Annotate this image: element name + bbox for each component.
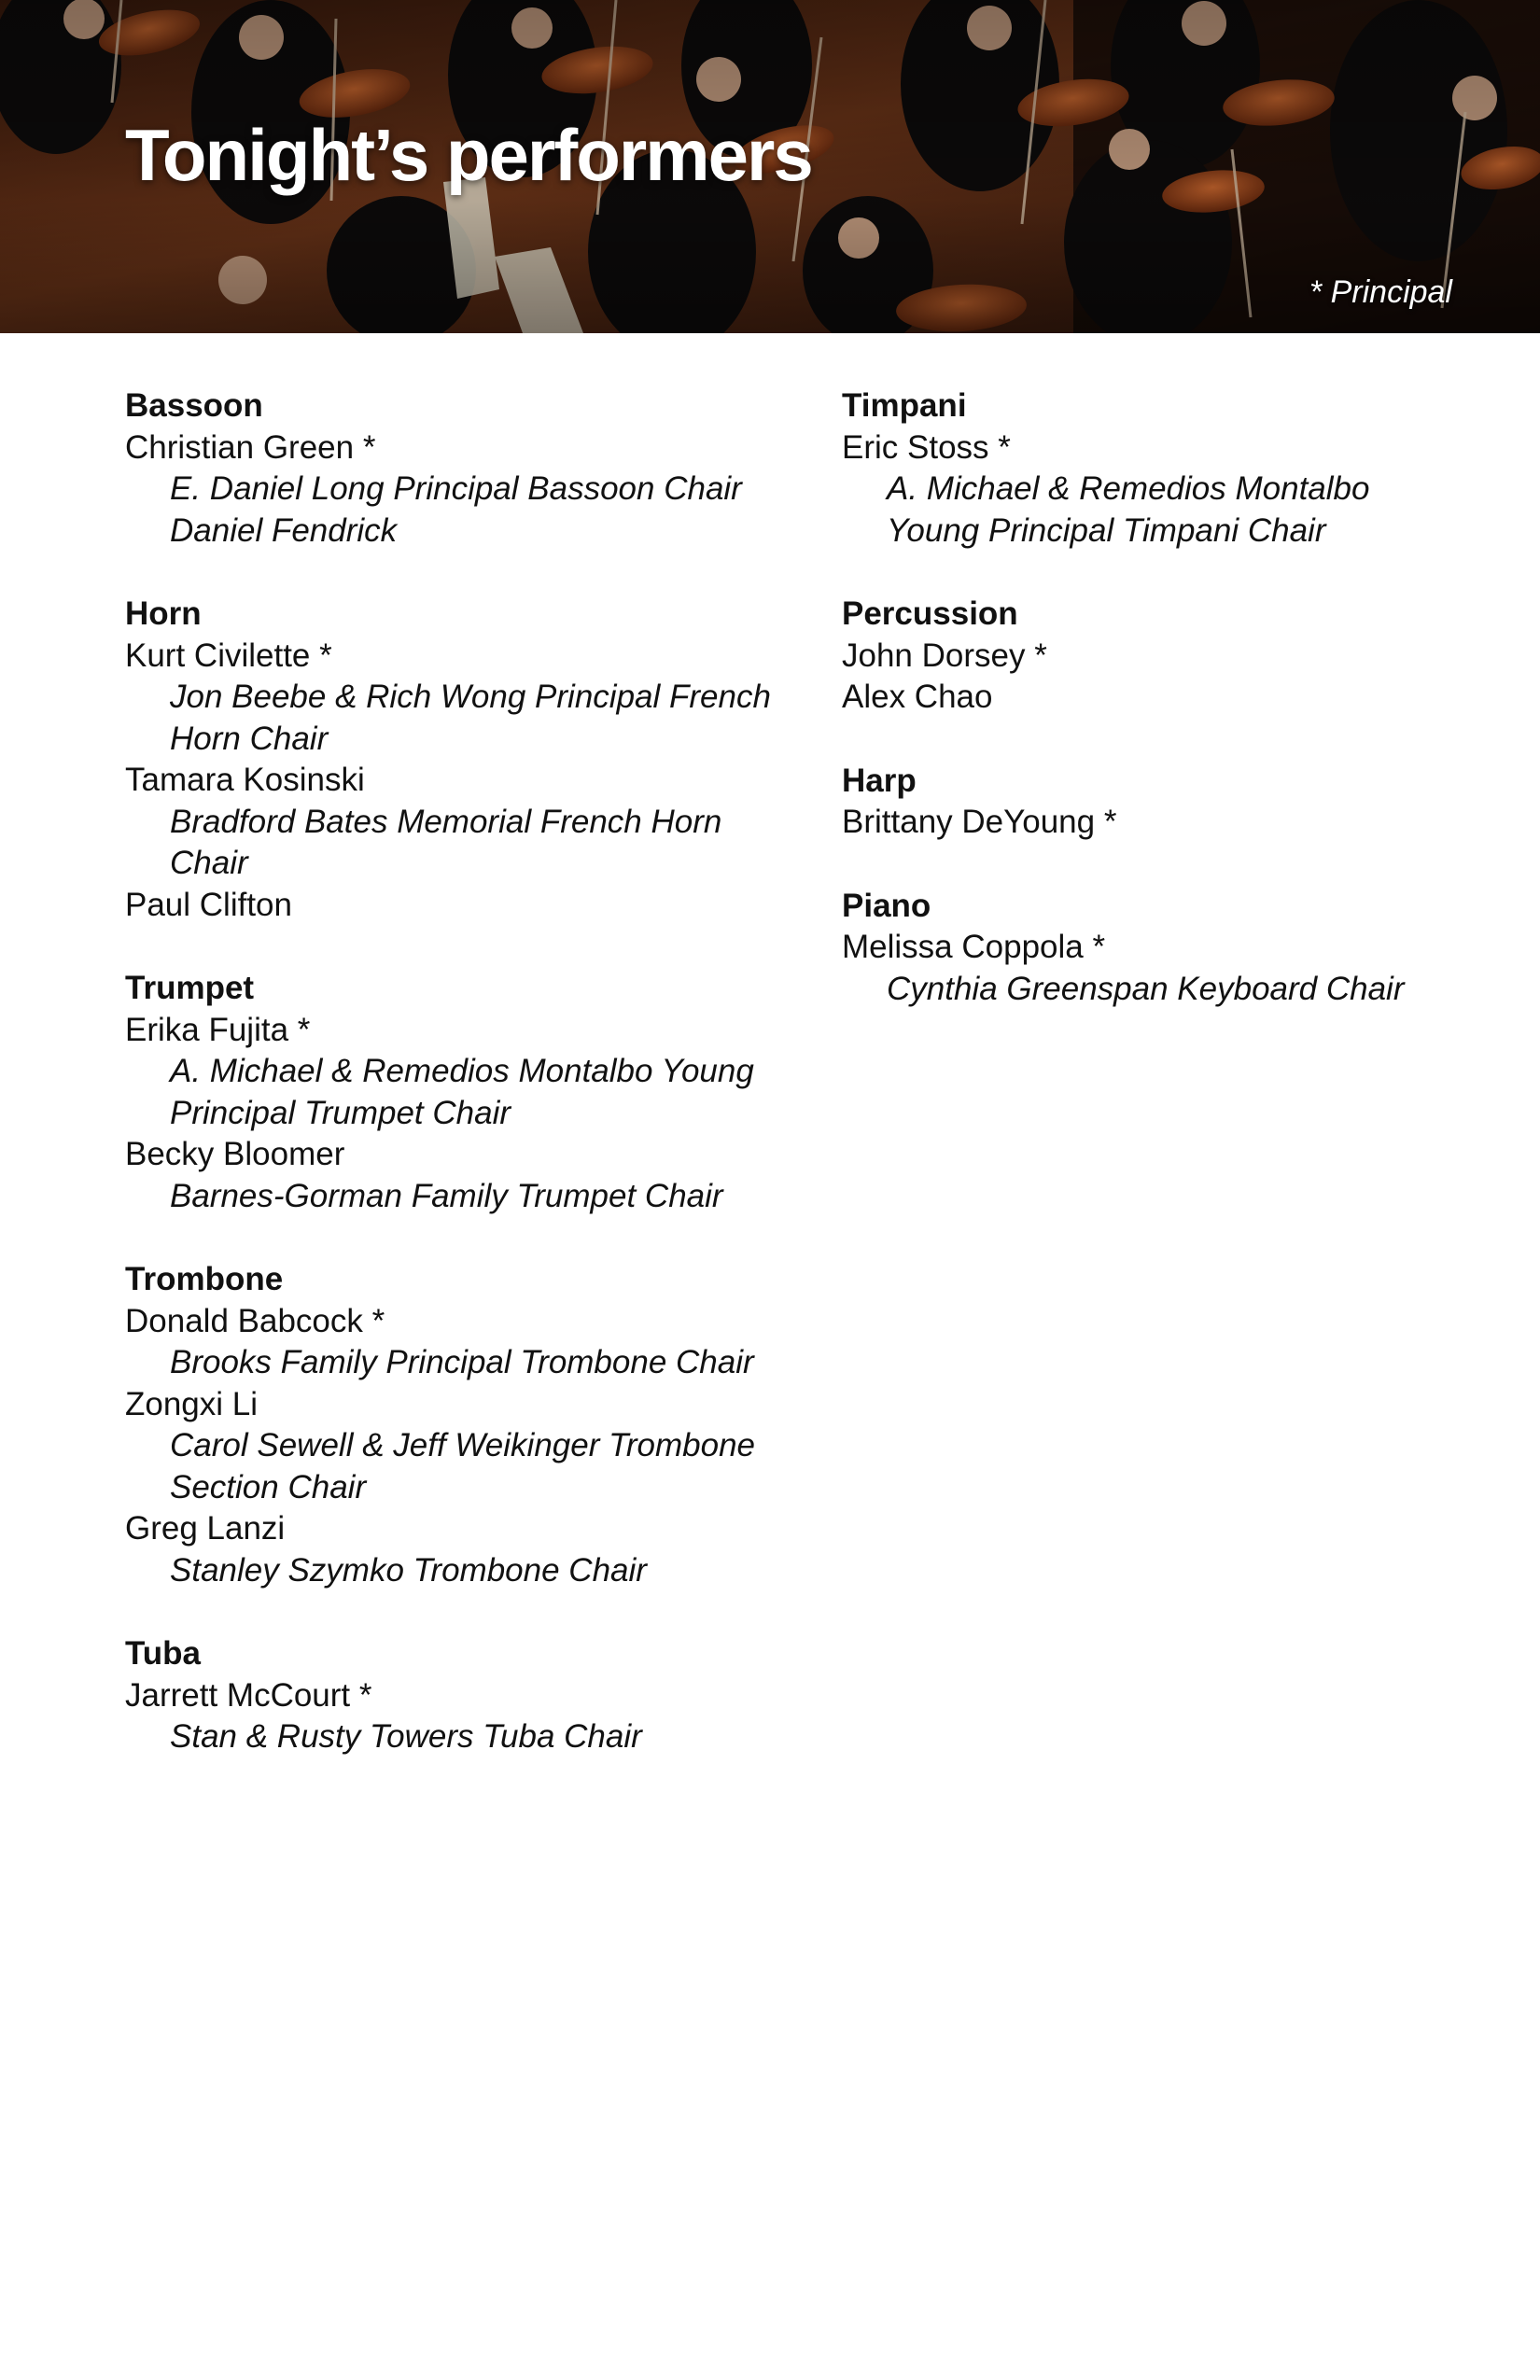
member-name: Christian Green * <box>125 428 376 466</box>
member-name: Donald Babcock * <box>125 1302 385 1339</box>
section-timpani <box>842 385 1514 552</box>
member-name: Jarrett McCourt * <box>125 1676 372 1714</box>
section-trumpet <box>125 968 816 1217</box>
member-chair: Carol Sewell & Jeff Weikinger Trombone Section Chair <box>170 1427 756 1505</box>
member-name: Eric Stoss * <box>842 428 1011 466</box>
member-chair: Jon Beebe & Rich Wong Principal French Horn Chair <box>170 679 771 757</box>
header-banner <box>0 0 1540 333</box>
section-heading: Horn <box>125 595 202 632</box>
member-chair: Stan & Rusty Towers Tuba Chair <box>170 1718 642 1755</box>
section-piano <box>842 886 1514 1011</box>
principal-legend: * Principal <box>1309 274 1452 310</box>
member-name: Erika Fujita * <box>125 1011 311 1048</box>
section-heading: Piano <box>842 887 931 924</box>
section-percussion <box>842 594 1514 719</box>
member-name: Paul Clifton <box>125 886 292 923</box>
page-title: Tonight’s performers <box>125 114 812 196</box>
member-chair: Stanley Szymko Trombone Chair <box>170 1551 647 1589</box>
member-name: Kurt Civilette * <box>125 637 332 674</box>
member-chair: Barnes-Gorman Family Trumpet Chair <box>170 1177 723 1214</box>
member-chair: A. Michael & Remedios Montalbo Young Principal Trumpet Chair <box>170 1053 754 1131</box>
member-name: Becky Bloomer <box>125 1136 345 1172</box>
section-heading: Trombone <box>125 1261 284 1297</box>
left-column <box>125 385 816 1800</box>
member-name: Brittany DeYoung * <box>842 804 1117 840</box>
section-heading: Bassoon <box>125 387 263 424</box>
member-name: Greg Lanzi <box>125 1510 286 1547</box>
section-tuba <box>125 1633 816 1758</box>
section-heading: Timpani <box>842 387 967 424</box>
section-horn <box>125 594 816 926</box>
section-harp <box>842 761 1514 844</box>
member-chair: A. Michael & Remedios Montalbo Young Principal Timpani Chair <box>887 470 1370 549</box>
member-name: Melissa Coppola * <box>842 929 1106 965</box>
member-chair: E. Daniel Long Principal Bassoon Chair Daniel Fendrick <box>170 470 742 549</box>
member-name: Tamara Kosinski <box>125 762 365 798</box>
section-heading: Harp <box>842 762 917 799</box>
section-heading: Trumpet <box>125 970 255 1006</box>
section-trombone <box>125 1259 816 1591</box>
section-heading: Percussion <box>842 595 1018 632</box>
right-column <box>842 385 1514 1052</box>
member-chair: Bradford Bates Memorial French Horn Chair <box>170 803 722 881</box>
section-heading: Tuba <box>125 1635 202 1672</box>
member-chair: Cynthia Greenspan Keyboard Chair <box>887 970 1405 1007</box>
member-chair: Brooks Family Principal Trombone Chair <box>170 1344 754 1380</box>
member-name: Zongxi Li <box>125 1385 259 1422</box>
section-bassoon <box>125 385 816 552</box>
member-name: Alex Chao <box>842 679 993 715</box>
member-name: John Dorsey * <box>842 637 1047 674</box>
